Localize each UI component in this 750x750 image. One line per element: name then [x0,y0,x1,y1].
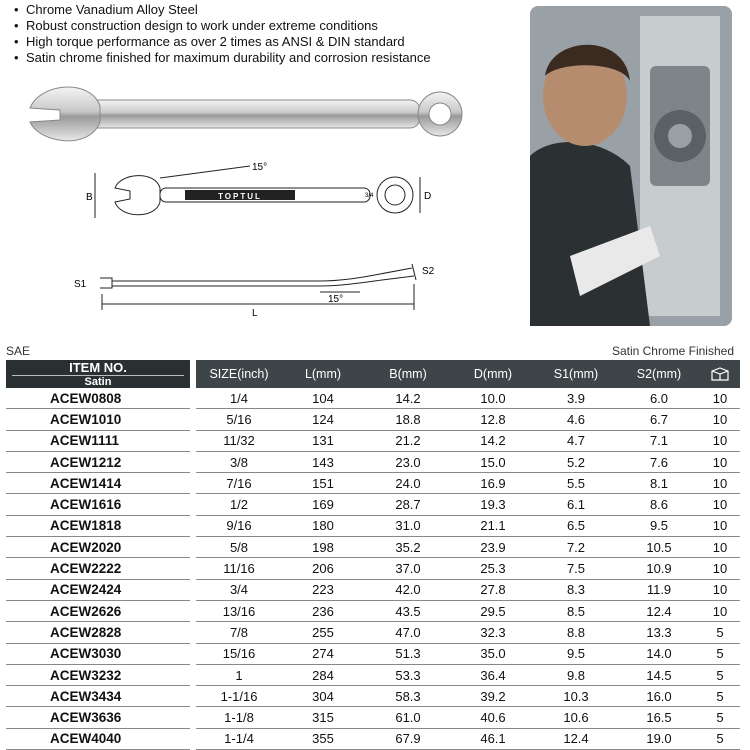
d-width-cell: 16.9 [452,473,534,494]
angle-side-label: 15° [328,294,344,305]
item-code-cell: ACEW2424 [6,579,190,600]
table-row [6,622,740,643]
table-row [6,409,740,430]
length-cell: 104 [282,388,364,409]
b-width-cell: 14.2 [364,388,452,409]
s1-thickness-cell: 4.6 [534,409,618,430]
s1-thickness-cell: 4.7 [534,430,618,451]
pack-qty-cell: 5 [700,664,740,685]
feature-text: Robust construction design to work under extreme conditions [26,18,378,33]
d-width-cell: 25.3 [452,558,534,579]
s2-thickness-cell: 12.4 [618,600,700,621]
item-code-cell: ACEW3232 [6,664,190,685]
d-width-cell: 12.8 [452,409,534,430]
d-width-cell: 29.5 [452,600,534,621]
table-row [6,728,740,749]
box-qty-icon [710,366,730,382]
table-row [6,430,740,451]
d-width-cell: 35.0 [452,643,534,664]
table-row [6,558,740,579]
wrench-side-drawing [100,264,416,310]
size-cell: 1-1/16 [196,686,282,707]
table-row [6,388,740,409]
s1-thickness-cell: 7.2 [534,537,618,558]
d-width-cell: 19.3 [452,494,534,515]
b-width-cell: 61.0 [364,707,452,728]
table-row [6,537,740,558]
wrench-photo [30,87,462,141]
item-code-cell: ACEW1212 [6,451,190,472]
mechanic-photo [530,6,732,326]
s2-thickness-cell: 6.7 [618,409,700,430]
s1-thickness-cell: 5.5 [534,473,618,494]
size-cell: 1 [196,664,282,685]
s2-thickness-cell: 14.0 [618,643,700,664]
s2-thickness-cell: 10.5 [618,537,700,558]
item-code-cell: ACEW2222 [6,558,190,579]
s1-thickness-cell: 8.5 [534,600,618,621]
size-cell: 13/16 [196,600,282,621]
size-cell: 1/4 [196,388,282,409]
table-row [6,664,740,685]
bullet-icon: • [14,34,19,49]
item-code-cell: ACEW1616 [6,494,190,515]
table-row [6,494,740,515]
item-code-cell: ACEW2828 [6,622,190,643]
s1-thickness-cell: 10.6 [534,707,618,728]
s2-thickness-cell: 8.6 [618,494,700,515]
s2-thickness-cell: 6.0 [618,388,700,409]
standard-label: SAE [6,344,31,358]
pack-qty-cell: 10 [700,473,740,494]
length-cell: 255 [282,622,364,643]
b-width-cell: 42.0 [364,579,452,600]
d-width-cell: 40.6 [452,707,534,728]
size-cell: 11/32 [196,430,282,451]
length-cell: 143 [282,451,364,472]
b-width-cell: 21.2 [364,430,452,451]
size-cell: 1/2 [196,494,282,515]
b-width-cell: 67.9 [364,728,452,749]
size-cell: 7/8 [196,622,282,643]
size-cell: 11/16 [196,558,282,579]
s2-thickness-cell: 10.9 [618,558,700,579]
item-code-cell: ACEW1010 [6,409,190,430]
qty-header [700,360,740,388]
b-width-cell: 24.0 [364,473,452,494]
b-width-cell: 37.0 [364,558,452,579]
length-cell: 315 [282,707,364,728]
s1-thickness-cell: 7.5 [534,558,618,579]
s2-thickness-cell: 11.9 [618,579,700,600]
pack-qty-cell: 10 [700,430,740,451]
table-row [6,473,740,494]
feature-text: High torque performance as over 2 times as ANSI & DIN standard [26,34,405,49]
s1-thickness-cell: 12.4 [534,728,618,749]
s1-label: S1 [74,279,87,290]
s2-thickness-cell: 13.3 [618,622,700,643]
b-width-cell: 35.2 [364,537,452,558]
s2-thickness-cell: 19.0 [618,728,700,749]
d-width-cell: 21.1 [452,515,534,536]
length-cell: 236 [282,600,364,621]
pack-qty-cell: 5 [700,622,740,643]
b-label: B [86,192,93,203]
feature-item [14,2,431,18]
length-cell: 180 [282,515,364,536]
wrench-diagram [20,78,520,328]
bullet-icon: • [14,18,19,33]
b-width-cell: 58.3 [364,686,452,707]
length-cell: 124 [282,409,364,430]
item-code-cell: ACEW1414 [6,473,190,494]
item-code-cell: ACEW2020 [6,537,190,558]
finish-label: Satin Chrome Finished [611,344,734,358]
brand-text: TOPTUL [218,192,262,201]
b-width-cell: 51.3 [364,643,452,664]
s1-thickness-cell: 9.5 [534,643,618,664]
s1-thickness-cell: 6.1 [534,494,618,515]
pack-qty-cell: 10 [700,388,740,409]
item-code-cell: ACEW4040 [6,728,190,749]
length-cell: 169 [282,494,364,515]
d-header: D(mm) [452,360,534,388]
pack-qty-cell: 10 [700,579,740,600]
table-row [6,600,740,621]
b-header: B(mm) [364,360,452,388]
table-row [6,451,740,472]
pack-qty-cell: 5 [700,728,740,749]
feature-list [14,2,431,66]
length-cell: 206 [282,558,364,579]
s1-header: S1(mm) [534,360,618,388]
pack-qty-cell: 5 [700,686,740,707]
length-cell: 131 [282,430,364,451]
d-width-cell: 36.4 [452,664,534,685]
item-no-header: ITEM NO. Satin [6,360,190,388]
d-width-cell: 10.0 [452,388,534,409]
length-cell: 284 [282,664,364,685]
b-width-cell: 28.7 [364,494,452,515]
d-width-cell: 46.1 [452,728,534,749]
size-header: SIZE(inch) [196,360,282,388]
s1-thickness-cell: 8.3 [534,579,618,600]
table-row [6,579,740,600]
size-cell: 3/4 [196,579,282,600]
s2-header: S2(mm) [618,360,700,388]
spec-table [6,360,740,750]
length-cell: 355 [282,728,364,749]
b-width-cell: 31.0 [364,515,452,536]
item-code-cell: ACEW1818 [6,515,190,536]
b-width-cell: 18.8 [364,409,452,430]
bullet-icon: • [14,2,19,17]
s2-label: S2 [422,266,435,277]
pack-qty-cell: 10 [700,537,740,558]
item-code-cell: ACEW3030 [6,643,190,664]
d-width-cell: 23.9 [452,537,534,558]
b-width-cell: 53.3 [364,664,452,685]
bullet-icon: • [14,50,19,65]
length-header: L(mm) [282,360,364,388]
feature-text: Chrome Vanadium Alloy Steel [26,2,198,17]
pack-qty-cell: 10 [700,494,740,515]
feature-item [14,18,431,34]
d-width-cell: 27.8 [452,579,534,600]
pack-qty-cell: 10 [700,409,740,430]
s1-thickness-cell: 6.5 [534,515,618,536]
size-cell: 5/16 [196,409,282,430]
d-width-cell: 32.3 [452,622,534,643]
pack-qty-cell: 5 [700,707,740,728]
size-cell: 1-1/8 [196,707,282,728]
table-row [6,515,740,536]
size-cell: 15/16 [196,643,282,664]
pack-qty-cell: 10 [700,558,740,579]
s2-thickness-cell: 8.1 [618,473,700,494]
size-cell: 9/16 [196,515,282,536]
s2-thickness-cell: 16.0 [618,686,700,707]
length-cell: 223 [282,579,364,600]
s1-thickness-cell: 5.2 [534,451,618,472]
item-code-cell: ACEW0808 [6,388,190,409]
s1-thickness-cell: 9.8 [534,664,618,685]
pack-qty-cell: 10 [700,515,740,536]
s2-thickness-cell: 16.5 [618,707,700,728]
b-width-cell: 47.0 [364,622,452,643]
d-label: D [424,191,432,202]
s1-thickness-cell: 10.3 [534,686,618,707]
size-cell: 1-1/4 [196,728,282,749]
length-cell: 198 [282,537,364,558]
length-cell: 151 [282,473,364,494]
length-cell: 304 [282,686,364,707]
size-mark: 3/4 [365,193,374,199]
s2-thickness-cell: 14.5 [618,664,700,685]
d-width-cell: 15.0 [452,451,534,472]
item-code-cell: ACEW2626 [6,600,190,621]
l-label: L [252,308,258,319]
s1-thickness-cell: 8.8 [534,622,618,643]
s2-thickness-cell: 7.1 [618,430,700,451]
item-code-cell: ACEW3636 [6,707,190,728]
table-row [6,707,740,728]
pack-qty-cell: 5 [700,643,740,664]
item-code-cell: ACEW1111 [6,430,190,451]
b-width-cell: 23.0 [364,451,452,472]
b-width-cell: 43.5 [364,600,452,621]
pack-qty-cell: 10 [700,451,740,472]
size-cell: 7/16 [196,473,282,494]
feature-item [14,50,431,66]
d-width-cell: 39.2 [452,686,534,707]
table-row [6,686,740,707]
table-row [6,643,740,664]
s2-thickness-cell: 9.5 [618,515,700,536]
feature-item [14,34,431,50]
item-code-cell: ACEW3434 [6,686,190,707]
feature-text: Satin chrome finished for maximum durability and corrosion resistance [26,50,431,65]
s1-thickness-cell: 3.9 [534,388,618,409]
table-header-row [6,360,740,388]
s2-thickness-cell: 7.6 [618,451,700,472]
angle-top-label: 15° [252,162,268,173]
size-cell: 5/8 [196,537,282,558]
length-cell: 274 [282,643,364,664]
d-width-cell: 14.2 [452,430,534,451]
pack-qty-cell: 10 [700,600,740,621]
size-cell: 3/8 [196,451,282,472]
